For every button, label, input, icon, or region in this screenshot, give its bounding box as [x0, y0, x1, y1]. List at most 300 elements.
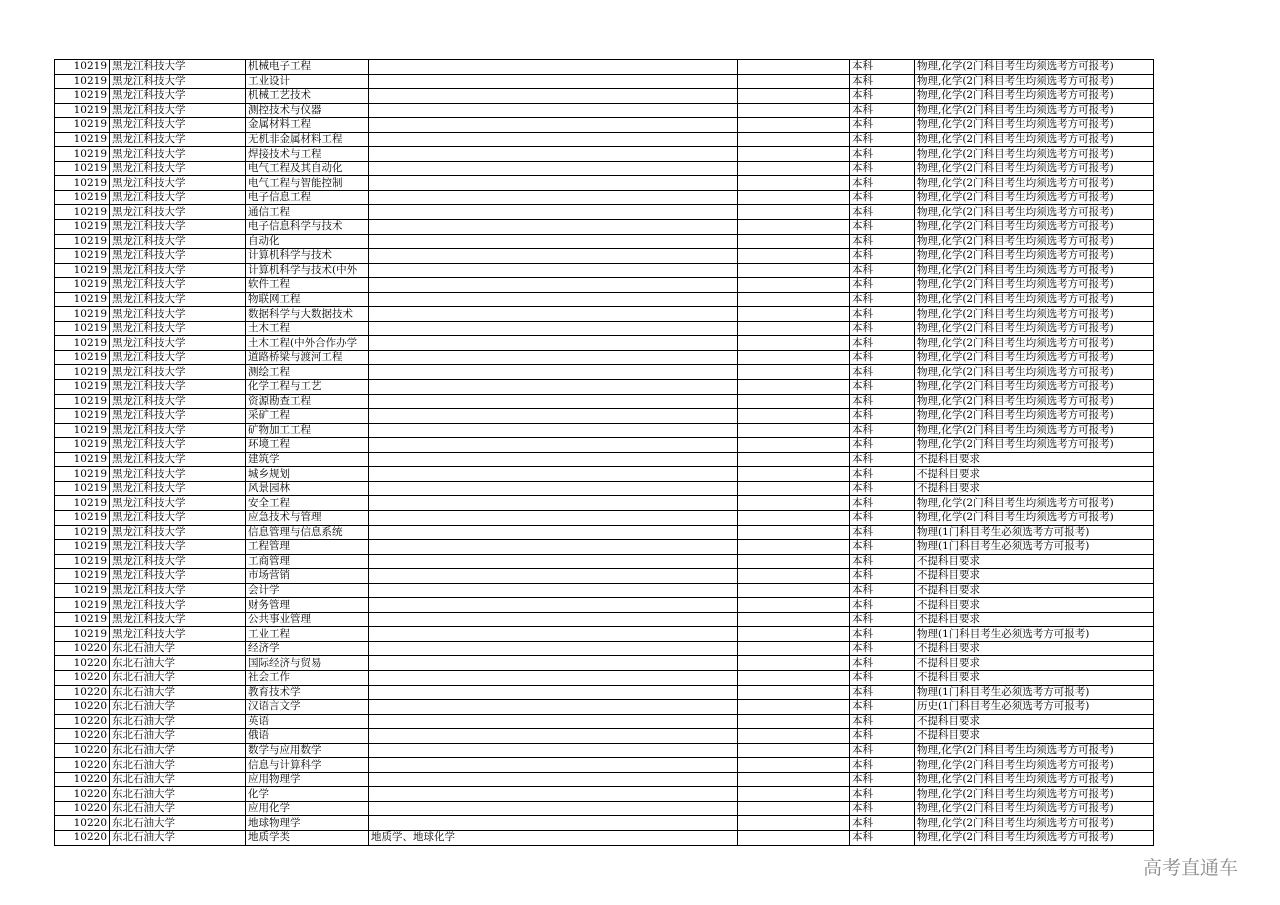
- blank-cell: [738, 161, 850, 176]
- table-row: [55, 147, 1154, 162]
- blank-cell: [738, 423, 850, 438]
- blank-cell: [738, 656, 850, 671]
- included-majors-cell: [369, 409, 738, 424]
- subject-requirement-cell: 物理(1门科目考生必须选考方可报考): [915, 525, 1154, 540]
- level-cell: 本科: [850, 729, 915, 744]
- included-majors-cell: [369, 118, 738, 133]
- school-name-cell: 黑龙江科技大学: [110, 118, 246, 133]
- major-name-cell: 应急技术与管理: [246, 510, 369, 525]
- included-majors-cell: [369, 438, 738, 453]
- major-name-cell: 电子信息科学与技术: [246, 220, 369, 235]
- included-majors-cell: [369, 787, 738, 802]
- level-cell: 本科: [850, 787, 915, 802]
- school-code-cell: 10219: [55, 147, 110, 162]
- school-code-cell: 10219: [55, 278, 110, 293]
- table-row: [55, 161, 1154, 176]
- table-row: [55, 801, 1154, 816]
- blank-cell: [738, 700, 850, 715]
- table-row: [55, 670, 1154, 685]
- included-majors-cell: [369, 423, 738, 438]
- major-name-cell: 矿物加工工程: [246, 423, 369, 438]
- school-code-cell: 10219: [55, 423, 110, 438]
- included-majors-cell: [369, 350, 738, 365]
- school-name-cell: 黑龙江科技大学: [110, 540, 246, 555]
- school-code-cell: 10219: [55, 132, 110, 147]
- school-name-cell: 东北石油大学: [110, 656, 246, 671]
- school-code-cell: 10219: [55, 380, 110, 395]
- table-row: [55, 89, 1154, 104]
- school-name-cell: 黑龙江科技大学: [110, 103, 246, 118]
- school-code-cell: 10219: [55, 60, 110, 75]
- table-row: [55, 830, 1154, 845]
- included-majors-cell: [369, 147, 738, 162]
- major-name-cell: 社会工作: [246, 670, 369, 685]
- included-majors-cell: [369, 249, 738, 264]
- included-majors-cell: [369, 481, 738, 496]
- major-name-cell: 经济学: [246, 641, 369, 656]
- table-row: [55, 234, 1154, 249]
- blank-cell: [738, 365, 850, 380]
- school-name-cell: 东北石油大学: [110, 714, 246, 729]
- school-code-cell: 10220: [55, 816, 110, 831]
- included-majors-cell: [369, 380, 738, 395]
- level-cell: 本科: [850, 772, 915, 787]
- major-name-cell: 地质学类: [246, 830, 369, 845]
- blank-cell: [738, 729, 850, 744]
- level-cell: 本科: [850, 220, 915, 235]
- level-cell: 本科: [850, 830, 915, 845]
- blank-cell: [738, 307, 850, 322]
- blank-cell: [738, 118, 850, 133]
- school-code-cell: 10219: [55, 365, 110, 380]
- school-code-cell: 10220: [55, 670, 110, 685]
- blank-cell: [738, 758, 850, 773]
- level-cell: 本科: [850, 118, 915, 133]
- level-cell: 本科: [850, 307, 915, 322]
- school-name-cell: 黑龙江科技大学: [110, 409, 246, 424]
- subject-requirement-cell: 物理,化学(2门科目考生均须选考方可报考): [915, 438, 1154, 453]
- school-name-cell: 东北石油大学: [110, 641, 246, 656]
- table-row: [55, 496, 1154, 511]
- subject-requirement-cell: 物理,化学(2门科目考生均须选考方可报考): [915, 249, 1154, 264]
- major-name-cell: 教育技术学: [246, 685, 369, 700]
- major-name-cell: 安全工程: [246, 496, 369, 511]
- included-majors-cell: [369, 569, 738, 584]
- blank-cell: [738, 220, 850, 235]
- table-row: [55, 220, 1154, 235]
- level-cell: 本科: [850, 598, 915, 613]
- table-row: [55, 743, 1154, 758]
- blank-cell: [738, 60, 850, 75]
- major-name-cell: 电子信息工程: [246, 190, 369, 205]
- table-row: [55, 350, 1154, 365]
- table-row: [55, 60, 1154, 75]
- table-row: [55, 816, 1154, 831]
- subject-requirement-cell: 物理,化学(2门科目考生均须选考方可报考): [915, 365, 1154, 380]
- school-name-cell: 黑龙江科技大学: [110, 569, 246, 584]
- school-name-cell: 黑龙江科技大学: [110, 205, 246, 220]
- included-majors-cell: [369, 641, 738, 656]
- subject-requirement-cell: 物理,化学(2门科目考生均须选考方可报考): [915, 89, 1154, 104]
- blank-cell: [738, 787, 850, 802]
- blank-cell: [738, 263, 850, 278]
- included-majors-cell: [369, 103, 738, 118]
- included-majors-cell: [369, 729, 738, 744]
- blank-cell: [738, 394, 850, 409]
- subject-requirement-cell: 物理,化学(2门科目考生均须选考方可报考): [915, 263, 1154, 278]
- school-code-cell: 10219: [55, 540, 110, 555]
- blank-cell: [738, 743, 850, 758]
- subject-requirement-cell: 物理,化学(2门科目考生均须选考方可报考): [915, 743, 1154, 758]
- blank-cell: [738, 583, 850, 598]
- included-majors-cell: [369, 670, 738, 685]
- level-cell: 本科: [850, 656, 915, 671]
- major-name-cell: 市场营销: [246, 569, 369, 584]
- school-name-cell: 黑龙江科技大学: [110, 627, 246, 642]
- school-name-cell: 黑龙江科技大学: [110, 380, 246, 395]
- subject-requirement-cell: 物理,化学(2门科目考生均须选考方可报考): [915, 60, 1154, 75]
- subject-requirement-cell: 物理,化学(2门科目考生均须选考方可报考): [915, 350, 1154, 365]
- included-majors-cell: [369, 612, 738, 627]
- major-name-cell: 风景园林: [246, 481, 369, 496]
- school-name-cell: 黑龙江科技大学: [110, 394, 246, 409]
- major-name-cell: 化学工程与工艺: [246, 380, 369, 395]
- level-cell: 本科: [850, 350, 915, 365]
- level-cell: 本科: [850, 627, 915, 642]
- blank-cell: [738, 510, 850, 525]
- blank-cell: [738, 496, 850, 511]
- school-name-cell: 黑龙江科技大学: [110, 336, 246, 351]
- school-code-cell: 10219: [55, 249, 110, 264]
- school-code-cell: 10219: [55, 74, 110, 89]
- included-majors-cell: 地质学、地球化学: [369, 830, 738, 845]
- school-name-cell: 黑龙江科技大学: [110, 220, 246, 235]
- school-name-cell: 黑龙江科技大学: [110, 510, 246, 525]
- blank-cell: [738, 234, 850, 249]
- school-name-cell: 东北石油大学: [110, 743, 246, 758]
- table-row: [55, 74, 1154, 89]
- blank-cell: [738, 714, 850, 729]
- table-row: [55, 627, 1154, 642]
- blank-cell: [738, 350, 850, 365]
- subject-requirement-cell: 物理,化学(2门科目考生均须选考方可报考): [915, 394, 1154, 409]
- included-majors-cell: [369, 292, 738, 307]
- blank-cell: [738, 380, 850, 395]
- table-row: [55, 103, 1154, 118]
- major-name-cell: 焊接技术与工程: [246, 147, 369, 162]
- blank-cell: [738, 292, 850, 307]
- major-name-cell: 土木工程: [246, 321, 369, 336]
- school-name-cell: 黑龙江科技大学: [110, 350, 246, 365]
- subject-requirement-cell: 历史(1门科目考生必须选考方可报考): [915, 700, 1154, 715]
- included-majors-cell: [369, 394, 738, 409]
- school-name-cell: 东北石油大学: [110, 801, 246, 816]
- school-name-cell: 黑龙江科技大学: [110, 60, 246, 75]
- blank-cell: [738, 278, 850, 293]
- major-name-cell: 英语: [246, 714, 369, 729]
- major-name-cell: 软件工程: [246, 278, 369, 293]
- subject-requirement-cell: 物理,化学(2门科目考生均须选考方可报考): [915, 423, 1154, 438]
- level-cell: 本科: [850, 89, 915, 104]
- major-name-cell: 土木工程(中外合作办学: [246, 336, 369, 351]
- blank-cell: [738, 103, 850, 118]
- subject-requirement-cell: 不提科目要求: [915, 467, 1154, 482]
- major-name-cell: 工业工程: [246, 627, 369, 642]
- subject-requirement-cell: 物理(1门科目考生必须选考方可报考): [915, 685, 1154, 700]
- blank-cell: [738, 438, 850, 453]
- level-cell: 本科: [850, 612, 915, 627]
- subject-requirement-cell: 不提科目要求: [915, 569, 1154, 584]
- table-row: [55, 452, 1154, 467]
- level-cell: 本科: [850, 263, 915, 278]
- table-row: [55, 758, 1154, 773]
- table-row: [55, 583, 1154, 598]
- blank-cell: [738, 321, 850, 336]
- school-name-cell: 黑龙江科技大学: [110, 74, 246, 89]
- major-name-cell: 机械电子工程: [246, 60, 369, 75]
- subject-requirement-cell: 物理,化学(2门科目考生均须选考方可报考): [915, 321, 1154, 336]
- school-name-cell: 黑龙江科技大学: [110, 176, 246, 191]
- school-name-cell: 东北石油大学: [110, 729, 246, 744]
- subject-requirement-cell: 物理,化学(2门科目考生均须选考方可报考): [915, 205, 1154, 220]
- level-cell: 本科: [850, 278, 915, 293]
- table-row: [55, 423, 1154, 438]
- school-name-cell: 黑龙江科技大学: [110, 249, 246, 264]
- subject-requirement-cell: 不提科目要求: [915, 554, 1154, 569]
- school-code-cell: 10219: [55, 452, 110, 467]
- school-name-cell: 黑龙江科技大学: [110, 438, 246, 453]
- major-name-cell: 电气工程与智能控制: [246, 176, 369, 191]
- school-code-cell: 10219: [55, 627, 110, 642]
- major-name-cell: 环境工程: [246, 438, 369, 453]
- table-row: [55, 336, 1154, 351]
- level-cell: 本科: [850, 452, 915, 467]
- included-majors-cell: [369, 60, 738, 75]
- school-name-cell: 黑龙江科技大学: [110, 307, 246, 322]
- blank-cell: [738, 147, 850, 162]
- school-name-cell: 黑龙江科技大学: [110, 496, 246, 511]
- table-row: [55, 598, 1154, 613]
- school-name-cell: 东北石油大学: [110, 670, 246, 685]
- included-majors-cell: [369, 656, 738, 671]
- school-code-cell: 10219: [55, 190, 110, 205]
- school-code-cell: 10220: [55, 743, 110, 758]
- blank-cell: [738, 772, 850, 787]
- level-cell: 本科: [850, 467, 915, 482]
- major-name-cell: 数据科学与大数据技术: [246, 307, 369, 322]
- blank-cell: [738, 540, 850, 555]
- table-row: [55, 510, 1154, 525]
- subject-requirement-cell: 物理,化学(2门科目考生均须选考方可报考): [915, 830, 1154, 845]
- blank-cell: [738, 249, 850, 264]
- subject-requirement-cell: 不提科目要求: [915, 670, 1154, 685]
- subject-requirement-cell: 物理(1门科目考生必须选考方可报考): [915, 540, 1154, 555]
- blank-cell: [738, 801, 850, 816]
- blank-cell: [738, 74, 850, 89]
- blank-cell: [738, 612, 850, 627]
- enrollment-requirements-table: [54, 59, 1154, 846]
- table-row: [55, 409, 1154, 424]
- school-code-cell: 10220: [55, 685, 110, 700]
- level-cell: 本科: [850, 670, 915, 685]
- level-cell: 本科: [850, 743, 915, 758]
- included-majors-cell: [369, 190, 738, 205]
- level-cell: 本科: [850, 176, 915, 191]
- major-name-cell: 资源勘查工程: [246, 394, 369, 409]
- school-code-cell: 10219: [55, 205, 110, 220]
- included-majors-cell: [369, 321, 738, 336]
- school-name-cell: 黑龙江科技大学: [110, 263, 246, 278]
- subject-requirement-cell: 物理,化学(2门科目考生均须选考方可报考): [915, 772, 1154, 787]
- blank-cell: [738, 89, 850, 104]
- subject-requirement-cell: 不提科目要求: [915, 641, 1154, 656]
- subject-requirement-cell: 物理,化学(2门科目考生均须选考方可报考): [915, 190, 1154, 205]
- school-name-cell: 黑龙江科技大学: [110, 278, 246, 293]
- major-name-cell: 数学与应用数学: [246, 743, 369, 758]
- subject-requirement-cell: 不提科目要求: [915, 598, 1154, 613]
- major-name-cell: 应用物理学: [246, 772, 369, 787]
- major-name-cell: 电气工程及其自动化: [246, 161, 369, 176]
- major-name-cell: 计算机科学与技术(中外: [246, 263, 369, 278]
- blank-cell: [738, 132, 850, 147]
- included-majors-cell: [369, 801, 738, 816]
- included-majors-cell: [369, 758, 738, 773]
- major-name-cell: 采矿工程: [246, 409, 369, 424]
- level-cell: 本科: [850, 816, 915, 831]
- subject-requirement-cell: 不提科目要求: [915, 729, 1154, 744]
- major-name-cell: 建筑学: [246, 452, 369, 467]
- major-name-cell: 机械工艺技术: [246, 89, 369, 104]
- subject-requirement-cell: 物理,化学(2门科目考生均须选考方可报考): [915, 132, 1154, 147]
- table-row: [55, 176, 1154, 191]
- table-row: [55, 249, 1154, 264]
- school-code-cell: 10219: [55, 336, 110, 351]
- school-code-cell: 10219: [55, 510, 110, 525]
- included-majors-cell: [369, 467, 738, 482]
- school-name-cell: 东北石油大学: [110, 816, 246, 831]
- major-name-cell: 国际经济与贸易: [246, 656, 369, 671]
- blank-cell: [738, 641, 850, 656]
- school-code-cell: 10220: [55, 700, 110, 715]
- subject-requirement-cell: 物理,化学(2门科目考生均须选考方可报考): [915, 74, 1154, 89]
- subject-requirement-cell: 不提科目要求: [915, 583, 1154, 598]
- school-name-cell: 东北石油大学: [110, 830, 246, 845]
- included-majors-cell: [369, 307, 738, 322]
- table-row: [55, 525, 1154, 540]
- school-code-cell: 10219: [55, 612, 110, 627]
- school-code-cell: 10220: [55, 729, 110, 744]
- major-name-cell: 测绘工程: [246, 365, 369, 380]
- included-majors-cell: [369, 161, 738, 176]
- subject-requirement-cell: 物理,化学(2门科目考生均须选考方可报考): [915, 103, 1154, 118]
- major-name-cell: 自动化: [246, 234, 369, 249]
- school-name-cell: 黑龙江科技大学: [110, 525, 246, 540]
- school-name-cell: 黑龙江科技大学: [110, 423, 246, 438]
- school-code-cell: 10220: [55, 830, 110, 845]
- subject-requirement-cell: 物理,化学(2门科目考生均须选考方可报考): [915, 336, 1154, 351]
- level-cell: 本科: [850, 569, 915, 584]
- major-name-cell: 通信工程: [246, 205, 369, 220]
- table-row: [55, 380, 1154, 395]
- level-cell: 本科: [850, 234, 915, 249]
- subject-requirement-cell: 物理,化学(2门科目考生均须选考方可报考): [915, 409, 1154, 424]
- included-majors-cell: [369, 452, 738, 467]
- school-code-cell: 10219: [55, 350, 110, 365]
- subject-requirement-cell: 物理(1门科目考生必须选考方可报考): [915, 627, 1154, 642]
- included-majors-cell: [369, 263, 738, 278]
- table-row: [55, 540, 1154, 555]
- school-code-cell: 10219: [55, 525, 110, 540]
- school-code-cell: 10219: [55, 118, 110, 133]
- major-name-cell: 化学: [246, 787, 369, 802]
- subject-requirement-cell: 物理,化学(2门科目考生均须选考方可报考): [915, 220, 1154, 235]
- school-code-cell: 10219: [55, 438, 110, 453]
- level-cell: 本科: [850, 496, 915, 511]
- table-row: [55, 438, 1154, 453]
- school-name-cell: 黑龙江科技大学: [110, 583, 246, 598]
- school-code-cell: 10219: [55, 583, 110, 598]
- table-row: [55, 190, 1154, 205]
- level-cell: 本科: [850, 758, 915, 773]
- subject-requirement-cell: 不提科目要求: [915, 481, 1154, 496]
- major-name-cell: 无机非金属材料工程: [246, 132, 369, 147]
- school-name-cell: 东北石油大学: [110, 758, 246, 773]
- subject-requirement-cell: 物理,化学(2门科目考生均须选考方可报考): [915, 510, 1154, 525]
- level-cell: 本科: [850, 685, 915, 700]
- school-code-cell: 10219: [55, 467, 110, 482]
- included-majors-cell: [369, 365, 738, 380]
- included-majors-cell: [369, 496, 738, 511]
- included-majors-cell: [369, 525, 738, 540]
- level-cell: 本科: [850, 365, 915, 380]
- major-name-cell: 工业设计: [246, 74, 369, 89]
- table-row: [55, 132, 1154, 147]
- school-name-cell: 黑龙江科技大学: [110, 452, 246, 467]
- school-name-cell: 黑龙江科技大学: [110, 612, 246, 627]
- included-majors-cell: [369, 132, 738, 147]
- school-name-cell: 东北石油大学: [110, 700, 246, 715]
- table-row: [55, 481, 1154, 496]
- table-row: [55, 292, 1154, 307]
- included-majors-cell: [369, 510, 738, 525]
- level-cell: 本科: [850, 438, 915, 453]
- school-name-cell: 黑龙江科技大学: [110, 554, 246, 569]
- school-name-cell: 黑龙江科技大学: [110, 234, 246, 249]
- included-majors-cell: [369, 598, 738, 613]
- school-code-cell: 10219: [55, 496, 110, 511]
- included-majors-cell: [369, 816, 738, 831]
- blank-cell: [738, 830, 850, 845]
- school-name-cell: 黑龙江科技大学: [110, 190, 246, 205]
- level-cell: 本科: [850, 583, 915, 598]
- included-majors-cell: [369, 700, 738, 715]
- level-cell: 本科: [850, 205, 915, 220]
- school-code-cell: 10219: [55, 409, 110, 424]
- blank-cell: [738, 481, 850, 496]
- school-name-cell: 黑龙江科技大学: [110, 481, 246, 496]
- subject-requirement-cell: 物理,化学(2门科目考生均须选考方可报考): [915, 176, 1154, 191]
- subject-requirement-cell: 不提科目要求: [915, 714, 1154, 729]
- included-majors-cell: [369, 234, 738, 249]
- major-name-cell: 信息管理与信息系统: [246, 525, 369, 540]
- subject-requirement-cell: 物理,化学(2门科目考生均须选考方可报考): [915, 147, 1154, 162]
- level-cell: 本科: [850, 336, 915, 351]
- included-majors-cell: [369, 627, 738, 642]
- level-cell: 本科: [850, 380, 915, 395]
- table-row: [55, 394, 1154, 409]
- school-code-cell: 10219: [55, 307, 110, 322]
- major-name-cell: 金属材料工程: [246, 118, 369, 133]
